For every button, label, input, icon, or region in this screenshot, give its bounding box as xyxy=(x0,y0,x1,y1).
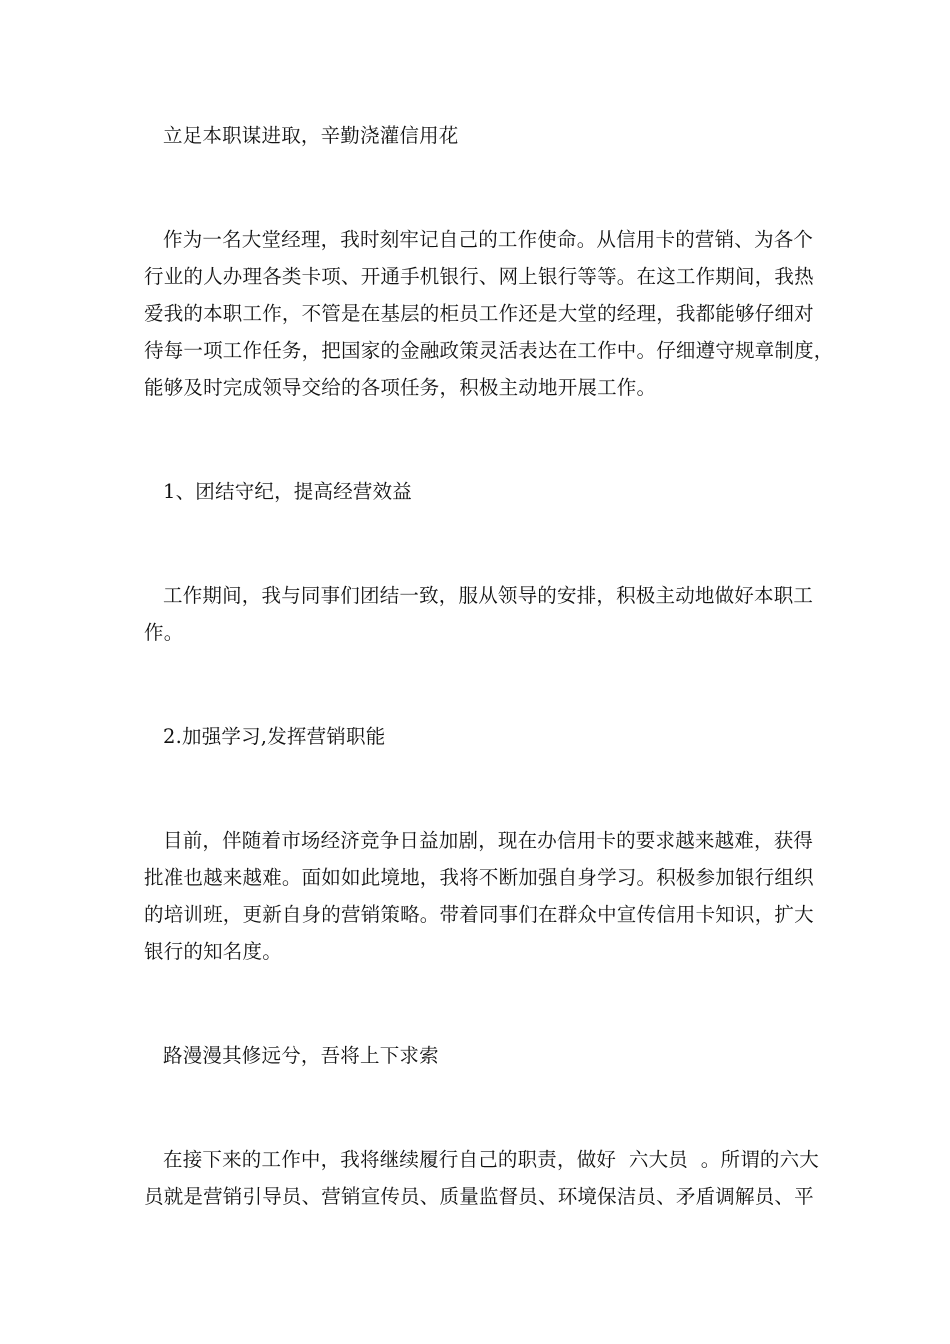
paragraph-line: 爱我的本职工作，不管是在基层的柜员工作还是大堂的经理，我都能够仔细对 xyxy=(144,302,814,325)
section-heading: 1、团结守纪，提高经营效益 xyxy=(163,480,413,503)
paragraph-line: 目前，伴随着市场经济竞争日益加剧，现在办信用卡的要求越来越难，获得 xyxy=(163,829,814,852)
paragraph-line: 作为一名大堂经理，我时刻牢记自己的工作使命。从信用卡的营销、为各个 xyxy=(163,228,814,251)
section-heading: 立足本职谋进取，辛勤浇灌信用花 xyxy=(163,124,459,147)
paragraph-line: 的培训班，更新自身的营销策略。带着同事们在群众中宣传信用卡知识，扩大 xyxy=(144,903,814,926)
paragraph-line: 作。 xyxy=(144,621,184,644)
paragraph-line: 员就是营销引导员、营销宣传员、质量监督员、环境保洁员、矛盾调解员、平 xyxy=(144,1185,814,1208)
paragraph-line: 待每一项工作任务，把国家的金融政策灵活表达在工作中。仔细遵守规章制度， xyxy=(144,339,834,362)
paragraph-line: 批准也越来越难。面如如此境地，我将不断加强自身学习。积极参加银行组织 xyxy=(144,866,814,889)
paragraph-line: 能够及时完成领导交给的各项任务，积极主动地开展工作。 xyxy=(144,376,657,399)
section-heading: 路漫漫其修远兮，吾将上下求索 xyxy=(163,1044,439,1067)
paragraph-line: 银行的知名度。 xyxy=(144,940,282,963)
section-heading: 2.加强学习,发挥营销职能 xyxy=(163,725,386,748)
paragraph-line: 工作期间，我与同事们团结一致，服从领导的安排，积极主动地做好本职工 xyxy=(163,584,814,607)
paragraph-line: 行业的人办理各类卡项、开通手机银行、网上银行等等。在这工作期间，我热 xyxy=(144,265,814,288)
paragraph-line: 在接下来的工作中，我将继续履行自己的职责，做好 六大员 。所谓的六大 xyxy=(163,1148,819,1171)
